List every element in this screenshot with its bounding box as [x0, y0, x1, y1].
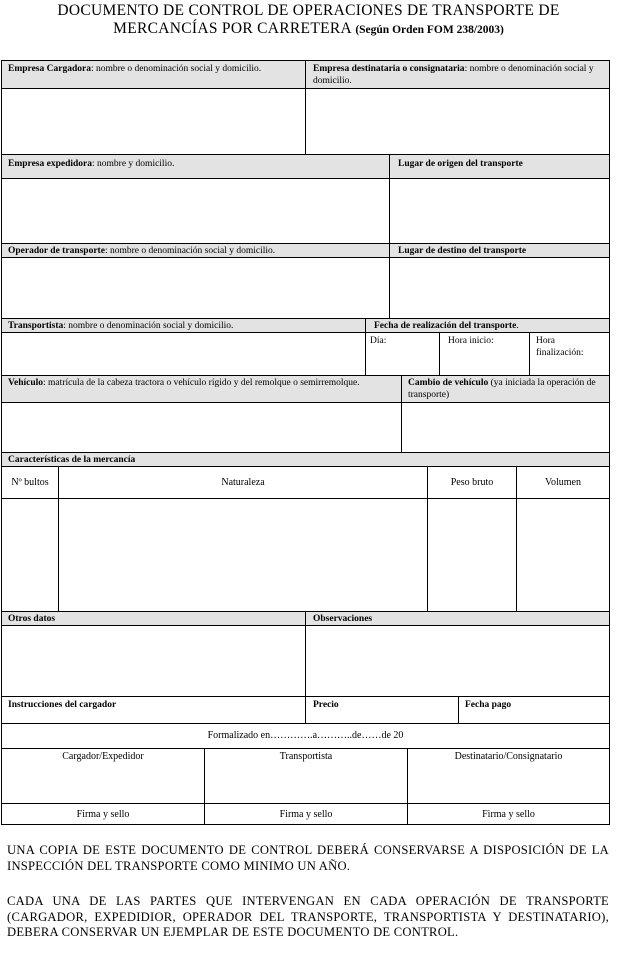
expedidora-field[interactable]: [2, 179, 389, 243]
divider: [2, 696, 609, 697]
transportista-label: Transportista: nombre o denominación social y domicilio.: [8, 321, 234, 331]
fecha-label: Fecha de realización del transporte.: [374, 321, 519, 331]
bultos-field[interactable]: [2, 499, 58, 611]
document-title: [0, 2, 617, 39]
observaciones-field[interactable]: [306, 626, 609, 696]
dia-label: Día:: [370, 336, 387, 346]
firma-cargador-field[interactable]: [2, 764, 204, 803]
peso-field[interactable]: [428, 499, 516, 611]
vehiculo-label: Vehículo: matrícula de la cabeza tractora o vehículo rígido y del remolque o semirremolque.: [8, 378, 360, 388]
destino-label: Lugar de destino del transporte: [398, 246, 527, 256]
observaciones-label: Observaciones: [313, 614, 373, 624]
origen-field[interactable]: [390, 179, 609, 243]
destino-field[interactable]: [390, 258, 609, 318]
expedidora-label: Empresa expedidora: nombre y domicilio.: [8, 159, 175, 169]
volumen-field[interactable]: [517, 499, 609, 611]
divider: [2, 748, 609, 749]
divider: [2, 723, 609, 724]
party-destinatario: Destinatario/Consignatario: [454, 751, 563, 762]
operador-label: Operador de transporte: nombre o denominación social y domicilio.: [8, 246, 276, 256]
fecha-pago-label: Fecha pago: [465, 700, 512, 710]
destinataria-label: Empresa destinataria o consignataria: nombre o denominación social y domicilio.: [313, 64, 594, 86]
firma-sello-2: Firma y sello: [279, 809, 333, 820]
origen-label: Lugar de origen del transporte: [398, 159, 523, 169]
divider: [439, 333, 440, 375]
cambio-label: Cambio de vehículo (ya iniciada la operación de transporte): [408, 378, 596, 400]
otros-field[interactable]: [2, 626, 305, 696]
note-conservation: UNA COPIA DE ESTE DOCUMENTO DE CONTROL DEBERÁ CONSERVARSE A DISPOSICIÓN DE LA INSPECCIÓN DEL TRANSPORTE COMO MINIMO UN AÑO.: [7, 843, 609, 873]
note-parties: CADA UNA DE LAS PARTES QUE INTERVENGAN EN CADA OPERACIÓN DE TRANSPORTE (CARGADOR, EXPEDIDIOR, OPERADOR DEL TRANSPORTE, TRANSPORTISTA Y DESTINATARIO), DEBERA CONSERVAR UN EJEMPLAR DE ESTE DOCUMENTO DE CONTROL.: [7, 894, 609, 939]
mercancia-label: Características de la mercancía: [8, 455, 136, 465]
firma-sello-3: Firma y sello: [482, 809, 535, 820]
title-line-2-main: MERCANCÍAS POR CARRETERA: [113, 20, 352, 37]
divider: [529, 333, 530, 375]
firma-destinatario-field[interactable]: [408, 764, 609, 803]
hora-inicio-label: Hora inicio:: [448, 336, 494, 346]
divider: [458, 696, 459, 723]
cargadora-label: Empresa Cargadora: nombre o denominación social y domicilio.: [8, 64, 262, 74]
destinataria-field[interactable]: [306, 89, 609, 154]
formalizado-line[interactable]: Formalizado en………….a………..de……de 20: [207, 730, 404, 741]
hora-fin-label: Hora finalización:: [536, 336, 584, 358]
party-cargador: Cargador/Expedidor: [62, 751, 144, 762]
cambio-field[interactable]: [402, 403, 609, 452]
cargadora-field[interactable]: [2, 89, 305, 154]
vehiculo-field[interactable]: [2, 403, 401, 452]
naturaleza-field[interactable]: [59, 499, 427, 611]
firma-transportista-field[interactable]: [205, 764, 407, 803]
firma-sello-1: Firma y sello: [76, 809, 130, 820]
title-line-1: DOCUMENTO DE CONTROL DE OPERACIONES DE TRANSPORTE DE: [57, 2, 560, 19]
col-peso-bruto: Peso bruto: [450, 477, 494, 488]
col-naturaleza: Naturaleza: [221, 477, 265, 488]
operador-field[interactable]: [2, 258, 389, 318]
title-line-2-ref: (Según Orden FOM 238/2003): [355, 24, 504, 36]
title-line-2: [0, 20, 617, 39]
col-bultos: Nº bultos: [11, 477, 49, 488]
party-transportista: Transportista: [279, 751, 333, 762]
precio-label: Precio: [313, 700, 339, 710]
control-form: [1, 60, 610, 825]
divider: [365, 318, 366, 375]
instrucciones-label: Instrucciones del cargador: [8, 700, 117, 710]
divider: [2, 803, 609, 804]
transportista-field[interactable]: [2, 333, 365, 375]
col-volumen: Volumen: [545, 477, 581, 488]
otros-label: Otros datos: [8, 614, 56, 624]
